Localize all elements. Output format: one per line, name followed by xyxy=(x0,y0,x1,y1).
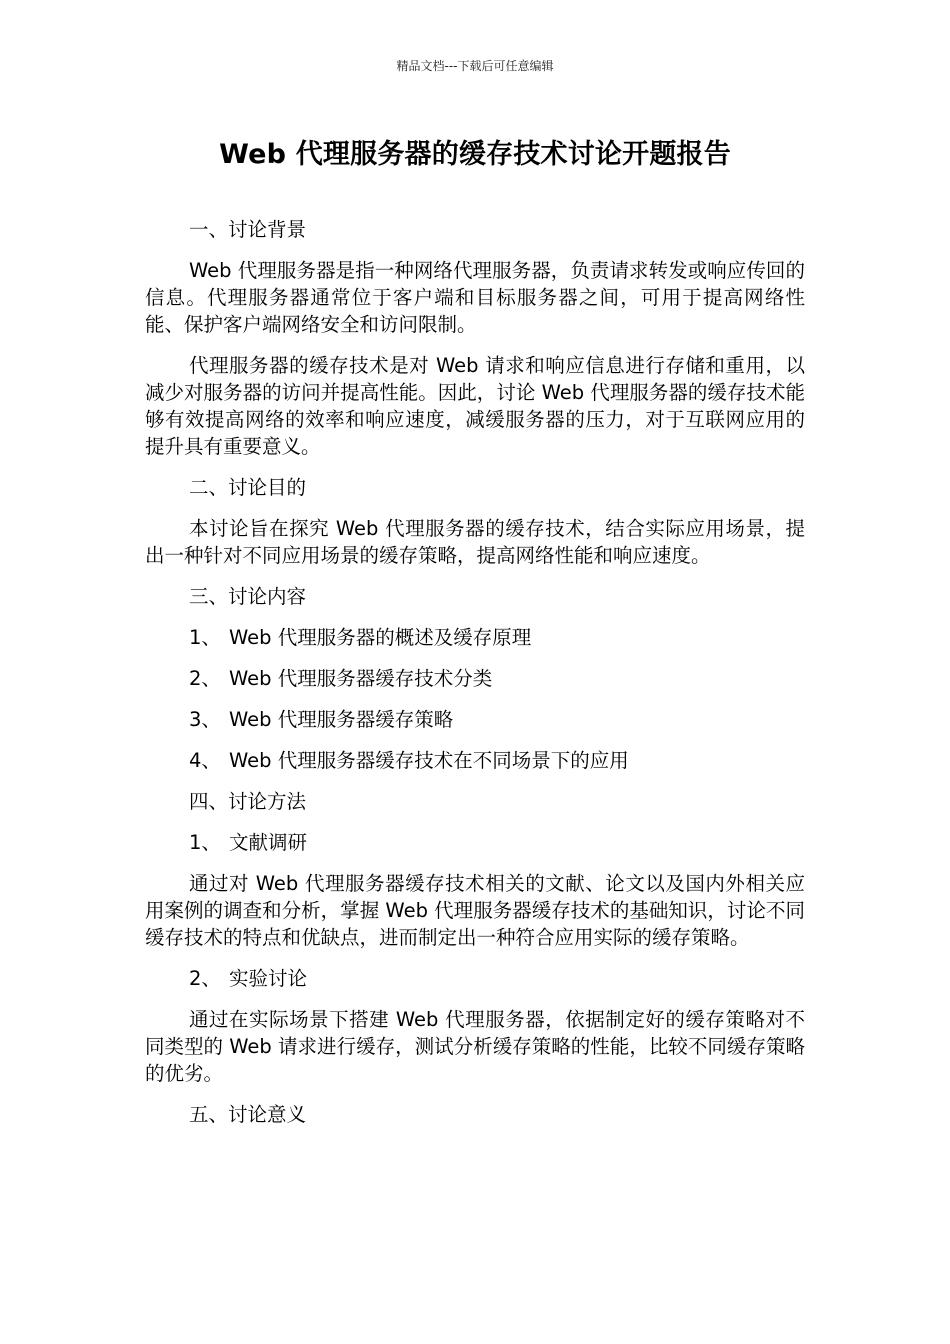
method-item-experiment xyxy=(145,965,805,992)
list-item-text: Web 代理服务器缓存技术分类 xyxy=(229,667,493,690)
section-heading-significance: 五、讨论意义 xyxy=(189,1103,307,1126)
list-item-number: 2、 xyxy=(189,667,221,690)
section-heading-purpose: 二、讨论目的 xyxy=(189,476,307,499)
list-item-number: 1、 xyxy=(189,626,221,649)
section-heading-background: 一、讨论背景 xyxy=(189,218,307,241)
method-item-title: 实验讨论 xyxy=(229,967,308,990)
paragraph-method-literature: 通过对 Web 代理服务器缓存技术相关的文献、论文以及国内外相关应用案例的调查和分析，掌握 Web 代理服务器缓存技术的基础知识，讨论不同缓存技术的特点和优缺点，进而制定出一种符合应用实际的缓存策略。 xyxy=(145,872,805,949)
header-note: 精品文档---下载后可任意编辑 xyxy=(396,59,554,73)
list-item-text: Web 代理服务器的概述及缓存原理 xyxy=(229,626,532,649)
section-heading-method: 四、讨论方法 xyxy=(189,790,307,813)
list-item-text: Web 代理服务器缓存策略 xyxy=(229,708,454,731)
list-item xyxy=(145,747,805,774)
list-item xyxy=(145,624,805,651)
method-item-literature xyxy=(145,829,805,856)
paragraph-background-1: Web 代理服务器是指一种网络代理服务器，负责请求转发或响应传回的信息。代理服务器通常位于客户端和目标服务器之间，可用于提高网络性能、保护客户端网络安全和访问限制。 xyxy=(145,259,805,336)
paragraph-method-experiment: 通过在实际场景下搭建 Web 代理服务器，依据制定好的缓存策略对不同类型的 Web 请求进行缓存，测试分析缓存策略的性能，比较不同缓存策略的优劣。 xyxy=(145,1008,805,1085)
method-item-number: 1、 xyxy=(189,831,221,854)
method-item-number: 2、 xyxy=(189,967,221,990)
paragraph-purpose: 本讨论旨在探究 Web 代理服务器的缓存技术，结合实际应用场景，提出一种针对不同应用场景的缓存策略，提高网络性能和响应速度。 xyxy=(145,517,805,567)
method-item-title: 文献调研 xyxy=(229,831,308,854)
list-item-text: Web 代理服务器缓存技术在不同场景下的应用 xyxy=(229,749,629,772)
list-item-number: 3、 xyxy=(189,708,221,731)
list-item-number: 4、 xyxy=(189,749,221,772)
section-heading-content: 三、讨论内容 xyxy=(189,585,307,608)
document-title: Web 代理服务器的缓存技术讨论开题报告 xyxy=(219,139,731,170)
paragraph-background-2: 代理服务器的缓存技术是对 Web 请求和响应信息进行存储和重用，以减少对服务器的访问并提高性能。因此，讨论 Web 代理服务器的缓存技术能够有效提高网络的效率和响应速度，减缓服务器的压力，对于互联网应用的提升具有重要意义。 xyxy=(145,354,805,458)
document-body xyxy=(145,216,805,1142)
list-item xyxy=(145,665,805,692)
list-item xyxy=(145,706,805,733)
